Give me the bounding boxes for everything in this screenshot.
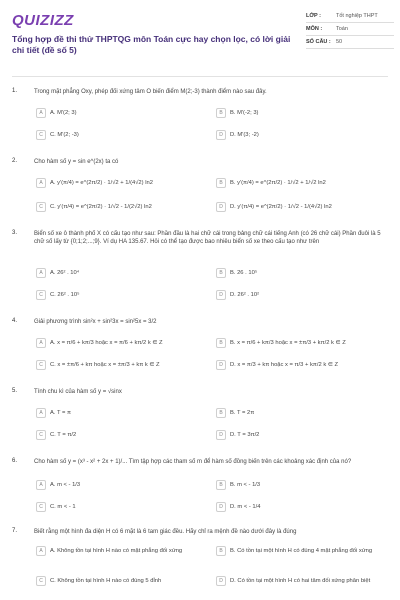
meta-value: Toán (336, 26, 348, 32)
option-b[interactable] (216, 478, 388, 492)
question-text: Tính chu kì của hàm số y = √sinx (34, 389, 122, 395)
option-letter: C (36, 202, 46, 212)
option-letter: D (216, 576, 226, 586)
option-letter: B (216, 108, 226, 118)
option-text: C. T = π/2 (50, 431, 77, 438)
meta-row-count (306, 36, 394, 49)
question-text: Biết rằng một hình đa diện H có 6 mặt là 6 tam giác đều. Hãy chỉ ra mệnh đề nào dưới đây là đúng (34, 529, 297, 535)
option-letter: D (216, 430, 226, 440)
option-text: C. Không tồn tại hình H nào có đúng 5 đỉnh (50, 577, 162, 584)
option-letter: B (216, 178, 226, 188)
option-letter: C (36, 502, 46, 512)
question-text: Cho hàm số y = sin e^(2x) ta có (34, 159, 119, 165)
option-letter: D (216, 130, 226, 140)
meta-value: Tốt nghiệp THPT (336, 13, 378, 19)
option-text: D. x = π/3 + kπ hoặc x = π/3 + kπ/2 k ∈ Z (230, 361, 339, 368)
option-letter: C (36, 576, 46, 586)
option-text: C. y'(π/4) = e^(2π/2) · 1/√2 - 1/(2√2) ln2 (50, 203, 152, 210)
option-d[interactable] (216, 428, 388, 442)
option-text: D. Có tồn tại một hình H có hai tâm đối xứng phân biệt (230, 577, 371, 584)
option-c[interactable] (36, 128, 206, 142)
worksheet-header (0, 0, 400, 72)
option-text: B. y'(π/4) = e^(2π/2) · 1/√2 + 1/√2 ln2 (230, 179, 326, 186)
option-text: D. M'(3; -2) (230, 131, 259, 138)
option-text: B. m < - 1/3 (230, 481, 261, 488)
question-text: Trong mặt phẳng Oxy, phép đối xứng tâm O biến điểm M(2;-3) thành điểm nào sau đây. (34, 89, 267, 95)
question-text: Biển số xe ô thành phố X có cấu tạo như sau: Phần đầu là hai chữ cái trong bảng chữ cái tiếng Anh (có 26 chữ cái) Phần đuôi là 5 chữ số lấy từ {0;1;2;...;9}. Ví dụ HA 135.67. Hỏi có thể tạo được bao nhiêu biển số xe theo cấu tạo như trên (34, 231, 381, 245)
meta-row-grade (306, 10, 394, 23)
option-letter: B (216, 546, 226, 556)
option-text: C. 26² . 10⁵ (50, 291, 80, 298)
option-text: A. y'(π/4) = e^(2π/2) · 1/√2 + 1/(4√2) ln2 (50, 179, 153, 186)
question-number: 4. (12, 318, 18, 324)
option-letter: B (216, 268, 226, 278)
option-letter: A (36, 108, 46, 118)
option-text: C. x = ±π/6 + kπ hoặc x = ±π/3 + kπ k ∈ Z (50, 361, 160, 368)
question-number: 5. (12, 388, 18, 394)
option-c[interactable] (36, 574, 206, 588)
option-text: A. M'(2; 3) (50, 109, 77, 116)
option-text: B. T = 2π (230, 409, 255, 416)
worksheet-title: Tổng hợp đề thi thử THPTQG môn Toán cực hay chọn lọc, có lời giải chi tiết (đề số 5) (12, 34, 291, 55)
option-d[interactable] (216, 200, 388, 214)
option-d[interactable] (216, 128, 388, 142)
option-a[interactable] (36, 478, 206, 492)
question-number: 1. (12, 88, 18, 94)
option-c[interactable] (36, 428, 206, 442)
option-b[interactable] (216, 336, 388, 350)
option-letter: C (36, 360, 46, 370)
option-a[interactable] (36, 544, 206, 558)
option-a[interactable] (36, 336, 206, 350)
option-letter: D (216, 502, 226, 512)
question-number: 7. (12, 528, 18, 534)
option-d[interactable] (216, 358, 388, 372)
meta-key: LỚP : (306, 13, 321, 19)
option-text: A. T = π (50, 409, 72, 416)
option-text: A. m < - 1/3 (50, 481, 81, 488)
meta-key: MÔN : (306, 26, 323, 32)
option-b[interactable] (216, 266, 388, 280)
option-letter: A (36, 178, 46, 188)
option-text: D. y'(π/4) = e^(2π/2) · 1/√2 - 1/(4√2) ln2 (230, 203, 332, 210)
option-letter: A (36, 546, 46, 556)
worksheet-meta (306, 10, 394, 49)
option-c[interactable] (36, 358, 206, 372)
option-text: A. 26² . 10⁴ (50, 269, 80, 276)
header-divider (12, 76, 388, 77)
option-text: D. 26² . 10² (230, 291, 259, 298)
option-letter: C (36, 290, 46, 300)
option-text: B. M'(-2; 3) (230, 109, 259, 116)
option-letter: A (36, 268, 46, 278)
option-letter: D (216, 202, 226, 212)
option-letter: C (36, 130, 46, 140)
option-letter: D (216, 360, 226, 370)
option-a[interactable] (36, 106, 206, 120)
option-c[interactable] (36, 500, 206, 514)
question-number: 2. (12, 158, 18, 164)
meta-key: SỐ CÂU : (306, 39, 331, 45)
option-letter: A (36, 338, 46, 348)
meta-row-subject (306, 23, 394, 36)
option-letter: B (216, 408, 226, 418)
option-text: A. x = π/6 + kπ/3 hoặc x = π/6 + kπ/2 k ∈ Z (50, 339, 163, 346)
option-letter: B (216, 480, 226, 490)
option-b[interactable] (216, 406, 388, 420)
option-b[interactable] (216, 106, 388, 120)
option-d[interactable] (216, 288, 388, 302)
option-text: C. m < - 1 (50, 503, 76, 510)
option-text: B. 26 . 10⁵ (230, 269, 258, 276)
question-text: Cho hàm số y = (x³ - x² + 2x + 1)/... Tìm tập hợp các tham số m để hàm số đồng biến trên các khoảng xác định của nó? (34, 459, 352, 465)
option-b[interactable] (216, 176, 388, 190)
option-letter: A (36, 480, 46, 490)
question-number: 3. (12, 230, 18, 236)
option-d[interactable] (216, 500, 388, 514)
option-letter: B (216, 338, 226, 348)
option-text: B. Có tồn tại một hình H có đúng 4 mặt phẳng đối xứng (230, 547, 373, 554)
question-text: Giải phương trình sin²x + sin²3x = sin²5x = 3/2 (34, 319, 157, 325)
option-text: C. M'(2; -3) (50, 131, 79, 138)
question-number: 6. (12, 458, 18, 464)
option-c[interactable] (36, 288, 206, 302)
option-a[interactable] (36, 176, 206, 190)
option-letter: C (36, 430, 46, 440)
option-text: D. m < - 1/4 (230, 503, 261, 510)
meta-value: 50 (336, 39, 343, 45)
quizizz-logo: QUIZIZZ (12, 12, 74, 29)
option-text: D. T = 3π/2 (230, 431, 260, 438)
option-a[interactable] (36, 406, 206, 420)
option-letter: D (216, 290, 226, 300)
option-text: A. Không tồn tại hình H nào có mặt phẳng đối xứng (50, 547, 183, 554)
option-a[interactable] (36, 266, 206, 280)
option-text: B. x = π/6 + kπ/3 hoặc x = ±π/3 + kπ/2 k ∈ Z (230, 339, 346, 346)
option-d[interactable] (216, 574, 388, 588)
option-c[interactable] (36, 200, 206, 214)
option-b[interactable] (216, 544, 388, 558)
option-letter: A (36, 408, 46, 418)
